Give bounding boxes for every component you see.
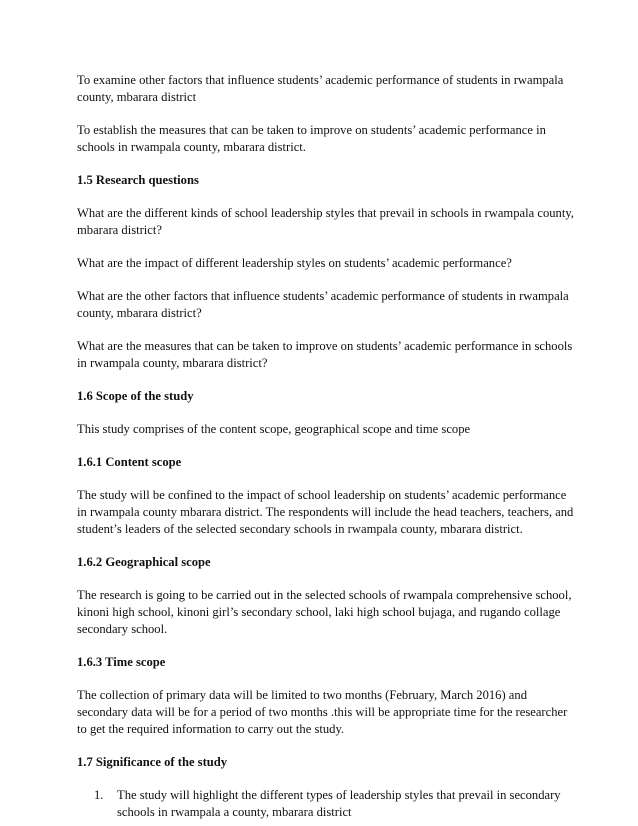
heading-scope-of-study: 1.6 Scope of the study xyxy=(77,389,194,403)
paragraph-question-impact: What are the impact of different leadership styles on students’ academic performance? xyxy=(77,256,512,270)
paragraph-question-other-factors: What are the other factors that influence students’ academic performance of students in rwampala county, mbarara district? xyxy=(77,289,569,320)
list-item xyxy=(77,787,578,821)
heading-time-scope: 1.6.3 Time scope xyxy=(77,655,166,669)
heading-geographical-scope: 1.6.2 Geographical scope xyxy=(77,555,211,569)
paragraph-question-leadership-styles: What are the different kinds of school leadership styles that prevail in schools in rwampala county, mbarara district? xyxy=(77,206,574,237)
paragraph-geographical-scope: The research is going to be carried out in the selected schools of rwampala comprehensive school, kinoni high school, kinoni girl’s secondary school, laki high school bujaga, and rugando collage secondary school. xyxy=(77,588,572,636)
paragraph-objective-other-factors: To examine other factors that influence students’ academic performance of students in rwampala county, mbarara district xyxy=(77,73,564,104)
paragraph-time-scope: The collection of primary data will be limited to two months (February, March 2016) and secondary data will be for a period of two months .this will be appropriate time for the researcher to get the required information to carry out the study. xyxy=(77,688,568,736)
heading-content-scope: 1.6.1 Content scope xyxy=(77,455,182,469)
list-item-number: 1. xyxy=(94,788,104,802)
significance-list xyxy=(77,787,578,821)
paragraph-question-measures: What are the measures that can be taken to improve on students’ academic performance in schools in rwampala county, mbarara district? xyxy=(77,339,573,370)
paragraph-objective-measures: To establish the measures that can be taken to improve on students’ academic performance in schools in rwampala county, mbarara district. xyxy=(77,123,546,154)
paragraph-scope-summary: This study comprises of the content scope, geographical scope and time scope xyxy=(77,422,471,436)
paragraph-content-scope: The study will be confined to the impact of school leadership on students’ academic performance in rwampala county mbarara district. The respondents will include the head teachers, teachers, and student’s leaders of the selected secondary schools in rwampala county, mbarara district. xyxy=(77,488,574,536)
list-item-text: The study will highlight the different types of leadership styles that prevail in secondary schools in rwampala a county, mbarara district xyxy=(117,788,561,819)
heading-research-questions: 1.5 Research questions xyxy=(77,173,199,187)
heading-significance: 1.7 Significance of the study xyxy=(77,755,228,769)
